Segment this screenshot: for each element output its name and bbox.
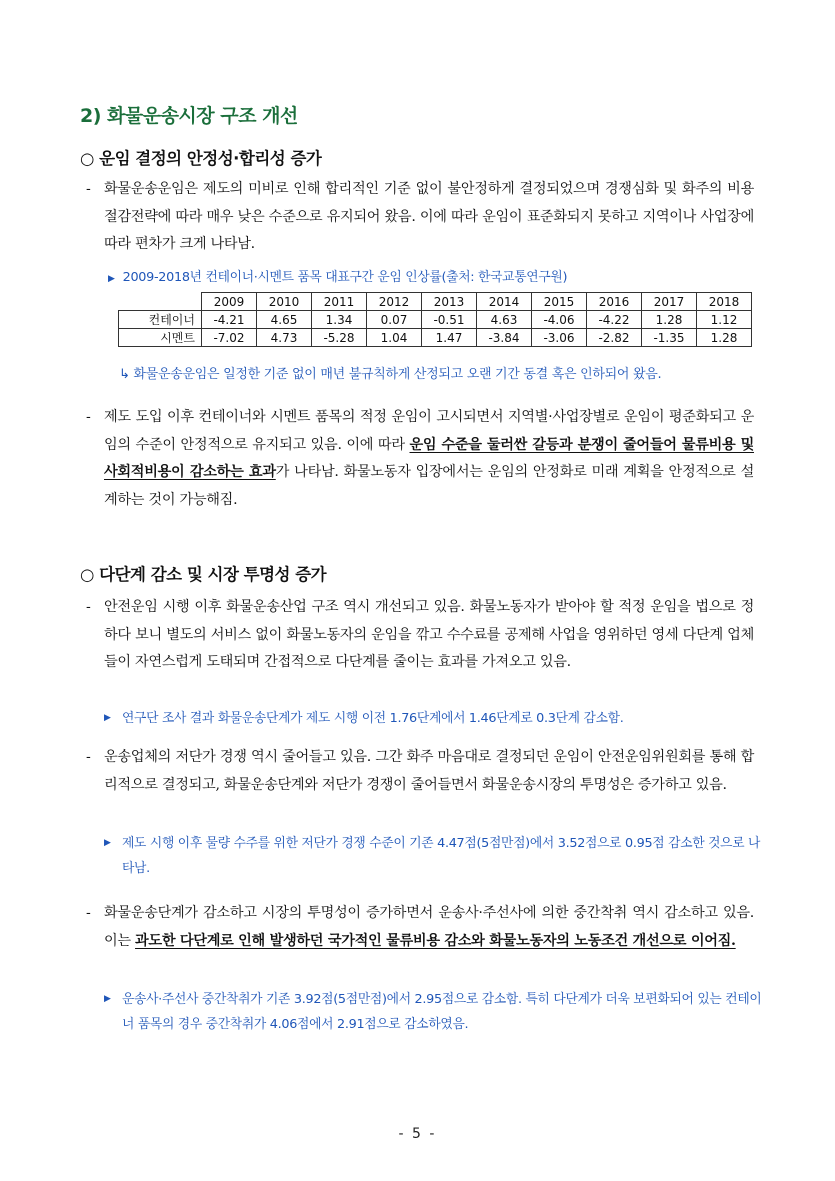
paragraph-low-price-competition: [86, 744, 754, 799]
paragraph-text: 화물운송운임은 제도의 미비로 인해 합리적인 기준 없이 불안정하게 결정되었으며 경쟁심화 및 화주의 비용절감전략에 따라 매우 낮은 수준으로 유지되어 왔음. 이에 따라 운임이 표준화되지 못하고 지역이나 사업장에 따라 편차가 크게 나타남.: [104, 181, 754, 252]
table-cell: -5.28: [312, 329, 367, 347]
table-row: [119, 311, 752, 329]
table-cell: -2.82: [587, 329, 642, 347]
table-cell: -3.06: [532, 329, 587, 347]
dash-marker: -: [86, 181, 91, 197]
year-cell: 2017: [642, 293, 697, 311]
triangle-bullet-icon: ▶: [104, 838, 111, 848]
year-cell: 2009: [202, 293, 257, 311]
table-caption: [108, 266, 567, 285]
dash-marker: -: [86, 749, 91, 765]
table-cell: 1.04: [367, 329, 422, 347]
paragraph-text: 안전운임 시행 이후 화물운송산업 구조 역시 개선되고 있음. 화물노동자가 받아야 할 적정 운임을 법으로 정하다 보니 별도의 서비스 없이 화물노동자의 운임을 깎고 수수료를 공제해 사업을 영위하던 영세 다단계 업체들이 자연스럽게 도태되며 간접적으로 다단계를 줄이는 효과를 가져오고 있음.: [104, 599, 754, 670]
paragraph-text: [104, 404, 754, 514]
table-row: [119, 329, 752, 347]
year-cell: 2013: [422, 293, 477, 311]
table-cell: 0.07: [367, 311, 422, 329]
caption-text: 2009-2018년 컨테이너·시멘트 품목 대표구간 운임 인상률(출처: 한국교통연구원): [122, 270, 568, 285]
underlined-emphasis: 운임 수준을 둘러싼 갈등과 분쟁이 줄어들어 물류비용 및 사회적비용이 감소하는 효과: [104, 436, 754, 480]
text-part: 화물운송단계가 감소하고 시장의 투명성이 증가하면서 운송사·주선사에 의한 중간착취 역시 감소하고 있음. 이는: [104, 905, 754, 949]
page-number: - 5 -: [398, 1126, 437, 1142]
dash-marker: -: [86, 905, 91, 921]
table-corner: [119, 293, 202, 311]
table-cell: -4.06: [532, 311, 587, 329]
table-cell: -1.35: [642, 329, 697, 347]
year-cell: 2015: [532, 293, 587, 311]
note-competition-score: [104, 831, 764, 881]
paragraph-rate-background: [86, 176, 754, 259]
heading-multi-tier-reduction: ○ 다단계 감소 및 시장 투명성 증가: [80, 565, 327, 584]
table-cell: 1.47: [422, 329, 477, 347]
table-cell: -7.02: [202, 329, 257, 347]
note-text: 운송사·주선사 중간착취가 기존 3.92점(5점만점)에서 2.95점으로 감소함. 특히 다단계가 더욱 보편화되어 있는 컨테이너 품목의 경우 중간착취가 4.06점에서 2.91점으로 감소하였음.: [122, 992, 762, 1032]
year-cell: 2014: [477, 293, 532, 311]
triangle-bullet-icon: ▶: [104, 994, 111, 1004]
year-cell: 2018: [697, 293, 752, 311]
table-cell: 1.34: [312, 311, 367, 329]
year-cell: 2010: [257, 293, 312, 311]
text-part: 제도 도입 이후 컨테이너와 시멘트 품목의 적정 운임이 고시되면서 지역별·사업장별로 운임이 평준화되고 운임의 수준이 안정적으로 유지되고 있음. 이에 따라: [104, 409, 754, 453]
table-cell: 1.12: [697, 311, 752, 329]
table-note: ↳ 화물운송운임은 일정한 기준 없이 매년 불규칙하게 산정되고 오랜 기간 동결 혹은 인하되어 왔음.: [119, 367, 662, 382]
table-cell: 1.28: [642, 311, 697, 329]
table-cell: 1.28: [697, 329, 752, 347]
note-text: 연구단 조사 결과 화물운송단계가 제도 시행 이전 1.76단계에서 1.46단계로 0.3단계 감소함.: [122, 711, 624, 726]
table-cell: -4.21: [202, 311, 257, 329]
triangle-bullet-icon: ▶: [108, 274, 115, 284]
paragraph-text: 운송업체의 저단가 경쟁 역시 줄어들고 있음. 그간 화주 마음대로 결정되던 운임이 안전운임위원회를 통해 합리적으로 결정되고, 화물운송단계와 저단가 경쟁이 줄어들면서 화물운송시장의 투명성은 증가하고 있음.: [104, 749, 754, 793]
paragraph-exploitation-reduction: [86, 900, 754, 955]
text-part: 가 나타남. 화물노동자 입장에서는 운임의 안정화로 미래 계획을 안정적으로 설계하는 것이 가능해짐.: [104, 464, 754, 508]
table-header-row: [119, 293, 752, 311]
heading-rate-stability: ○ 운임 결정의 안정성·합리성 증가: [80, 149, 322, 168]
paragraph-text: [104, 900, 754, 955]
year-cell: 2011: [312, 293, 367, 311]
table-cell: 4.63: [477, 311, 532, 329]
table-cell: -3.84: [477, 329, 532, 347]
dash-marker: -: [86, 599, 91, 615]
table-cell: 4.73: [257, 329, 312, 347]
rate-increase-table: [118, 292, 752, 347]
table-cell: -4.22: [587, 311, 642, 329]
paragraph-industry-structure: [86, 594, 754, 677]
note-text: 제도 시행 이후 물량 수주를 위한 저단가 경쟁 수준이 기존 4.47점(5점만점)에서 3.52점으로 0.95점 감소한 것으로 나타남.: [122, 836, 761, 876]
table-cell: -0.51: [422, 311, 477, 329]
table-cell: 4.65: [257, 311, 312, 329]
section-title: 2) 화물운송시장 구조 개선: [80, 105, 298, 127]
row-label: 컨테이너: [119, 311, 202, 329]
note-tier-survey: [104, 706, 764, 731]
year-cell: 2012: [367, 293, 422, 311]
dash-marker: -: [86, 409, 91, 425]
row-label: 시멘트: [119, 329, 202, 347]
triangle-bullet-icon: ▶: [104, 713, 111, 723]
note-exploitation-score: [104, 987, 764, 1037]
year-cell: 2016: [587, 293, 642, 311]
underlined-emphasis: 과도한 다단계로 인해 발생하던 국가적인 물류비용 감소와 화물노동자의 노동조건 개선으로 이어짐.: [135, 932, 736, 949]
paragraph-rate-effect: [86, 404, 754, 514]
